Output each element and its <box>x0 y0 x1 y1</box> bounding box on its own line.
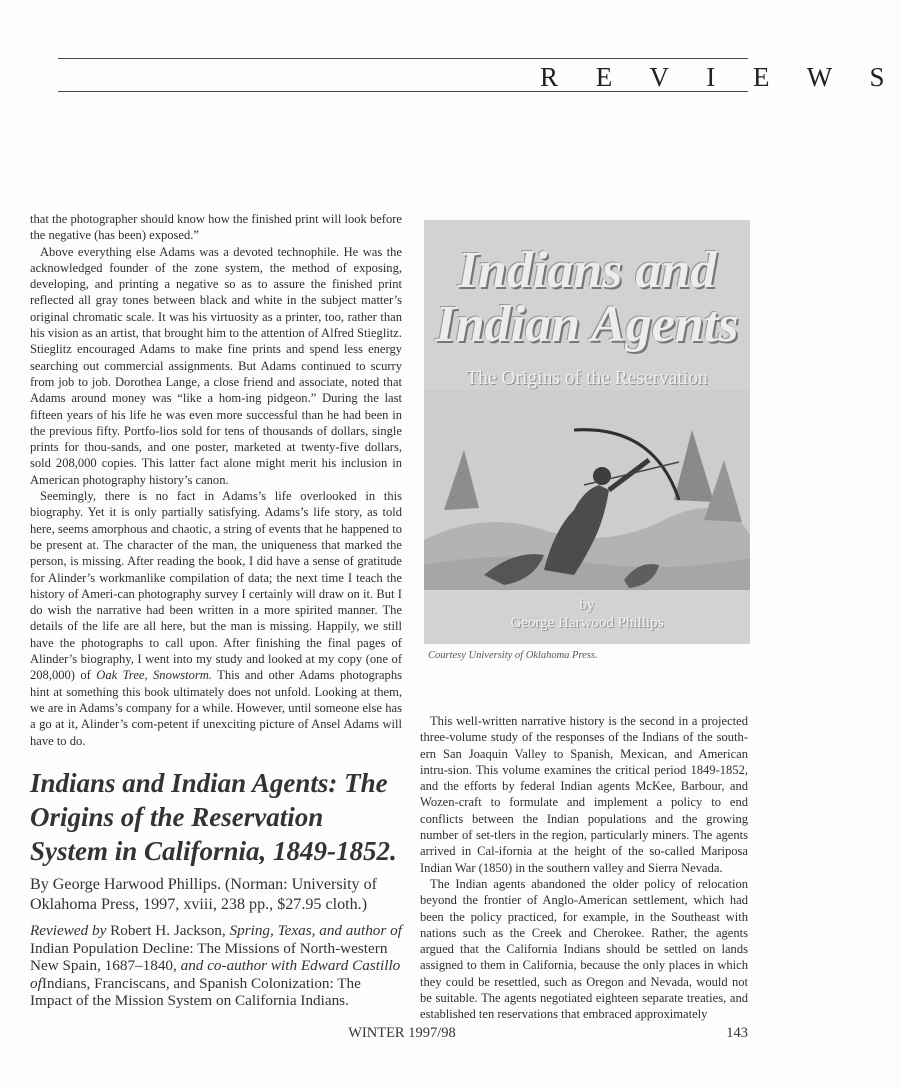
cover-byline <box>424 596 750 632</box>
header-rule-bottom <box>58 91 748 92</box>
cover-title-line: Indian Agents <box>435 296 739 353</box>
cover-author: George Harwood Phillips <box>510 615 664 631</box>
right-paragraph-1: This well-written narrative history is the second in a projected three-volume study of the responses of the Indians of the south-ern San Joaquin Valley to Spanish, Mexican, and American intru-sion. This volume examines the critical period 1849-1852, and the efforts by federal Indian agents McKee, Barbour, and Wozen-craft to formulate and implement a policy to end conflicts between the Indian populations and the growing number of set-tlers in the region, particularly miners. The agents arrived in Cal-ifornia at the height of the so-called Mariposa Indian War (1850) in the southern valley and Sierra Nevada. <box>420 714 748 875</box>
coauthor-label: and co-author with Edward Castillo of <box>30 957 401 992</box>
cover-title-line: Indians and <box>457 242 717 299</box>
cover-caption: Courtesy University of Oklahoma Press. <box>428 650 598 661</box>
right-column <box>420 713 748 1023</box>
book-publication-details: By George Harwood Phillips. (Norman: University of Oklahoma Press, 1997, xviii, 238 pp., $27.95 cloth.) <box>30 876 378 913</box>
reviewer-info <box>30 922 405 1010</box>
book-heading: Indians and Indian Agents: The Origins of the Reservation System in California, 1849-1852. <box>30 768 397 866</box>
reviewer-affiliation: Spring, Texas, and author of <box>229 922 402 939</box>
reviewer-work: Indian Population Decline: The Missions of North-western New Spain, 1687–1840, <box>30 939 388 974</box>
reviewer-work: Indians, Franciscans, and Spanish Colonization: The Impact of the Mission System on California Indians. <box>30 974 361 1009</box>
photo-title: Oak Tree, Snowstorm. <box>96 668 212 683</box>
left-column <box>30 211 402 749</box>
left-paragraph-2: Above everything else Adams was a devoted technophile. He was the acknowledged founder of the zone system, the method of exposing, developing, and printing a negative so as to assure the finished print reflected all gray tones between black and white in the subject matter’s original chromatic scale. It was his virtuosity as a printer, too, rather than his vision as an artist, that brought him to the attention of Alfred Stieglitz. Stieglitz encouraged Adams to make fine prints and spend less energy searching out commercial assignments. But Adams continued to scurry from job to job. Dorothea Lange, a close friend and associate, noted that Adams around money was “like a hom-ing pidgeon.” During the last fifteen years of his life he was even more successful than he had been in the previous fifty. Portfo-lios sold for tens of thousands of dollars, single prints for thou-sands, and one poster, marketed at twenty-five dollars, sold 208,000 copies. This latter fact alone might merit his inclusion in American photography history’s canon. <box>30 244 402 487</box>
reviewer-name: Robert H. Jackson, <box>106 922 230 939</box>
section-title: R E V I E W S <box>540 62 900 92</box>
cover-by-label: by <box>579 597 595 613</box>
right-paragraph-2: The Indian agents abandoned the older policy of relocation beyond the frontier of Anglo-American settlement, which had been the policy practiced, for example, in the Southeast with nations such as the Creek and Cherokee. Rather, the agents argued that the California Indians should be settled on lands assigned to them in California, because the only places in which they could be resettled, such as Oregon and Nevada, would not be suitable. The agents negotiated eighteen separate treaties, and established ten reservations that embraced approximately <box>420 876 748 1022</box>
reviewed-by-label: Reviewed by <box>30 922 107 939</box>
cover-illustration <box>424 390 750 590</box>
issue-label: WINTER 1997/98 <box>348 1025 456 1041</box>
paragraph-text: Seemingly, there is no fact in Adams’s life overlooked in this biography. Yet it is only partially satisfying. Adams’s life story, as told here, seems amorphous and chaotic, a string of events that he happened to be present at. The character of the man, the uniqueness that marked the person, is missing. After reading the book, I did have a sense of gratitude for Alinder’s workmanlike compilation of data; the next time I teach the history of Ameri-can photography survey I certainly will draw on it. But I do wish the narrative had been written in a more spirited manner. The details of the life are all here, but the man is missing. Happily, we still have the photographs to call upon. After finishing the final pages of Alinder’s biography, I went into my study and looked at my copy (one of 208,000) of <box>30 489 402 683</box>
page-number: 143 <box>726 1025 748 1041</box>
left-paragraph-1: that the photographer should know how the finished print will look before the negative (has been) exposed.” <box>30 212 402 243</box>
book-cover-image <box>424 220 750 644</box>
cover-title <box>424 244 750 352</box>
cover-subtitle-line: The Origins of the Reservation <box>466 368 708 389</box>
paragraph-text: This and other Adams photographs hint at something this book ultimately does not unfold. Looking at them, we are in Adams’s company for a while. However, until someone else has a go at it, Alinder’s com-petent if unexciting picture of Ansel Adams will have to do. <box>30 668 402 748</box>
left-paragraph-3 <box>30 488 402 749</box>
header-rule-top <box>58 58 748 59</box>
